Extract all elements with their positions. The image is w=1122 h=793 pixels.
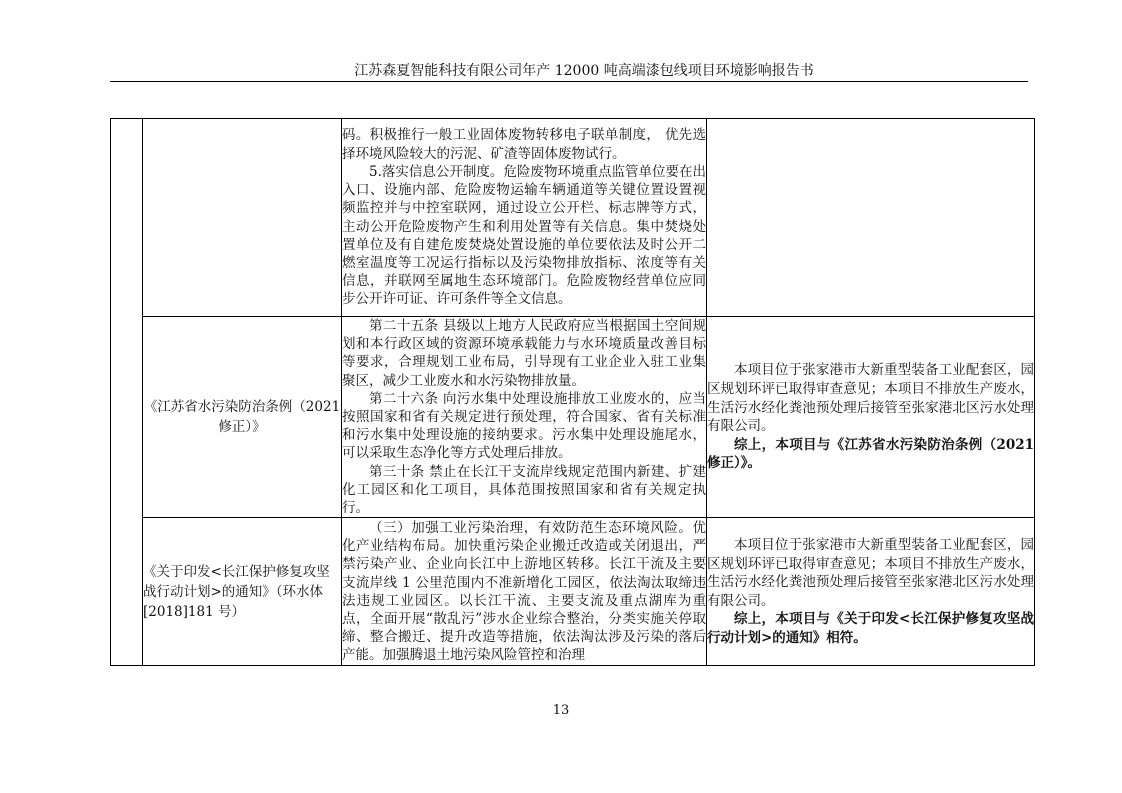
category-cell <box>111 119 143 666</box>
conclusion-cell <box>707 119 1035 317</box>
law-paragraph: （三）加强工业污染治理，有效防范生态环境风险。优化产业结构布局。加快重污染企业搬迁改造或关闭退出，严禁污染产业、企业向长江中上游地区转移。长江干流及主要支流岸线 1 公里范围内不准新增化工园区，依法淘汰取缔违法违规工业园区。以长江干流、主要支流及重点湖库为重点，全面开展“散乱污”涉水企业综合整治，分类实施关停取缔、整合搬迁、提升改造等措施，依法淘汰涉及污染的落后产能。加强腾退土地污染风险管控和治理 <box>342 519 706 664</box>
law-paragraph: 第二十五条 县级以上地方人民政府应当根据国土空间规划和本行政区域的资源环境承载能力与水环境质量改善目标等要求，合理规划工业布局，引导现有工业企业入驻工业集聚区，减少工业废水和水污染物排放量。 <box>342 318 706 389</box>
law-name-cell: 《关于印发<长江保护修复攻坚战行动计划>的通知》（环水体[2018]181 号） <box>143 518 342 666</box>
law-paragraph: 第二十六条 向污水集中处理设施排放工业废水的，应当按照国家和省有关规定进行预处理，符合国家、省有关标准和污水集中处理设施的接纳要求。污水集中处理设施尾水，可以采取生态净化等方式处理后排放。 <box>342 390 706 462</box>
conclusion-summary: 综上，本项目与《江苏省水污染防治条例（2021 修正）》。 <box>707 436 1034 472</box>
law-paragraph: 5.落实信息公开制度。危险废物环境重点监管单位要在出入口、设施内部、危险废物运输车辆通道等关键位置设置视频监控并与中控室联网，通过设立公开栏、标志牌等方式，主动公开危险废物产生和利用处置等有关信息。集中焚烧处置单位及有自建危废焚烧处置设施的单位要依法及时公开二燃室温度等工况运行指标以及污染物排放指标、浓度等有关信息，并联网至属地生态环境部门。危险废物经营单位应同步公开许可证、许可条件等全文信息。 <box>342 163 706 308</box>
law-content-cell <box>342 317 707 518</box>
law-content-cell <box>342 119 707 317</box>
law-paragraph: 码。积极推行一般工业固体废物转移电子联单制度， 优先选择环境风险较大的污泥、矿渣等固体废物试行。 <box>342 127 706 162</box>
header-rule <box>110 81 1028 82</box>
law-paragraph: 第三十条 禁止在长江干支流岸线规定范围内新建、扩建化工园区和化工项目，具体范围按照国家和省有关规定执行。 <box>342 463 706 517</box>
document-header: 江苏森夏智能科技有限公司年产 12000 吨高端漆包线项目环境影响报告书 <box>354 63 814 79</box>
table-row <box>111 119 1035 317</box>
table-row <box>111 317 1035 518</box>
policy-compliance-table <box>110 118 1035 666</box>
conclusion-text: 本项目位于张家港市大新重型装备工业配套区，园区规划环评已取得审查意见；本项目不排放生产废水，生活污水经化粪池预处理后接管至张家港北区污水处理有限公司。 <box>707 362 1034 435</box>
conclusion-text: 本项目位于张家港市大新重型装备工业配套区，园区规划环评已取得审查意见；本项目不排放生产废水，生活污水经化粪池预处理后接管至张家港北区污水处理有限公司。 <box>707 536 1034 609</box>
conclusion-cell <box>707 518 1035 666</box>
conclusion-cell <box>707 317 1035 518</box>
table-row <box>111 518 1035 666</box>
law-content-cell <box>342 518 707 666</box>
law-name-cell <box>143 119 342 317</box>
conclusion-summary: 综上，本项目与《关于印发<长江保护修复攻坚战行动计划>的通知》相符。 <box>707 611 1034 646</box>
law-name-cell: 《江苏省水污染防治条例（2021 修正）》 <box>143 317 342 518</box>
page-number: 13 <box>552 703 570 718</box>
